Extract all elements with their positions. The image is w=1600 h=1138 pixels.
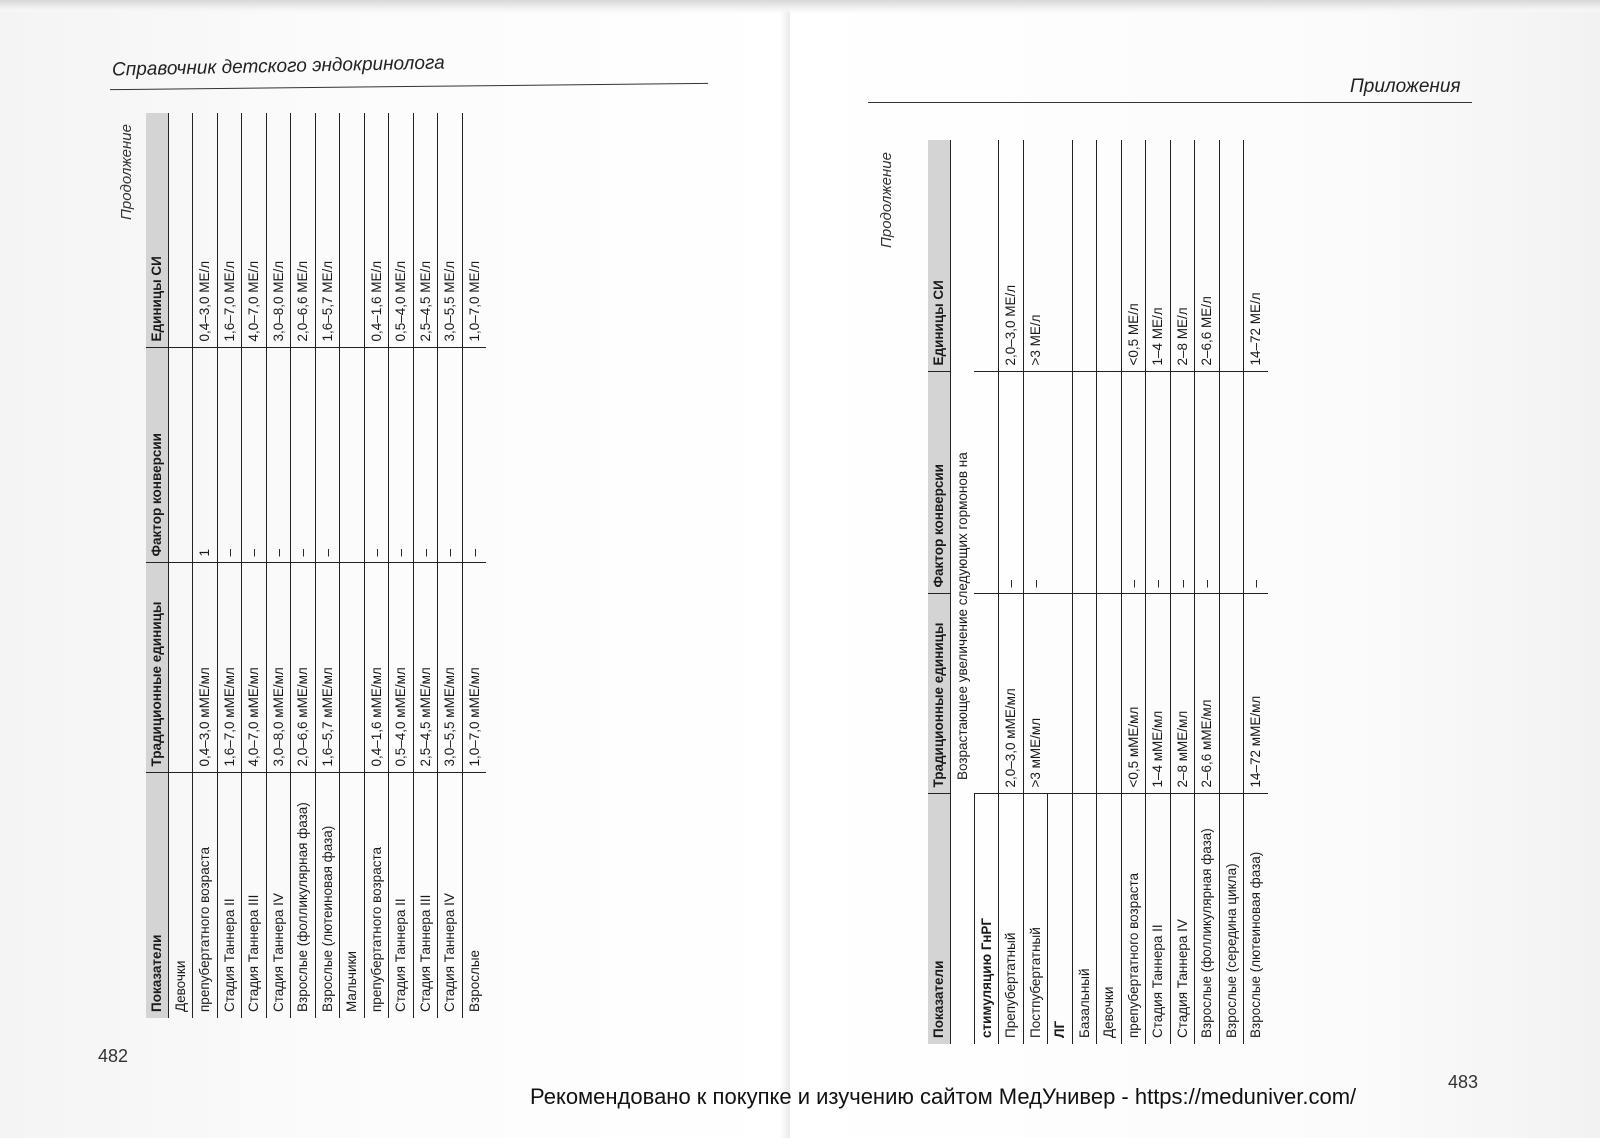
indicator-cell: Взрослые (фолликулярная фаза) bbox=[291, 773, 316, 1018]
table-note: Возрастающее увеличение следующих гормонов на bbox=[954, 452, 970, 780]
si-units-cell: >3 МЕ/л bbox=[1023, 140, 1048, 372]
traditional-units-cell: 0,4–1,6 мМЕ/мл bbox=[364, 563, 389, 773]
si-units-cell: 2–6,6 МЕ/л bbox=[1195, 140, 1220, 372]
table-row bbox=[1146, 140, 1171, 1044]
indicator-cell: ЛГ bbox=[1048, 794, 1073, 1044]
si-units-cell: 1,6–5,7 МЕ/л bbox=[315, 113, 340, 348]
left-table-body bbox=[168, 113, 486, 1018]
conversion-factor-cell bbox=[974, 372, 999, 594]
indicator-cell: препубертатного возраста bbox=[193, 773, 218, 1018]
table-row bbox=[315, 113, 340, 1018]
indicator-cell: Взрослые (фолликулярная фаза) bbox=[1195, 794, 1220, 1044]
traditional-units-cell bbox=[1219, 594, 1244, 794]
traditional-units-cell bbox=[1097, 594, 1122, 794]
table-row bbox=[193, 113, 218, 1018]
table-row bbox=[438, 113, 463, 1018]
conversion-factor-cell: – bbox=[462, 348, 486, 563]
traditional-units-cell bbox=[340, 563, 365, 773]
indicator-cell: Стадия Таннера III bbox=[242, 773, 267, 1018]
header-indicator: Показатели bbox=[146, 773, 168, 1018]
si-units-cell: 3,0–8,0 МЕ/л bbox=[266, 113, 291, 348]
conversion-factor-cell bbox=[340, 348, 365, 563]
right-reference-table bbox=[928, 140, 1268, 1044]
indicator-cell: Взрослые (середина цикла) bbox=[1219, 794, 1244, 1044]
indicator-cell: Стадия Таннера IV bbox=[266, 773, 291, 1018]
table-row bbox=[1023, 140, 1048, 1044]
traditional-units-cell: <0,5 мМЕ/мл bbox=[1121, 594, 1146, 794]
si-units-cell: 4,0–7,0 МЕ/л bbox=[242, 113, 267, 348]
right-header-rule bbox=[868, 102, 1472, 103]
table-row bbox=[1097, 140, 1122, 1044]
table-row bbox=[999, 140, 1024, 1044]
indicator-cell: Взрослые bbox=[462, 773, 486, 1018]
traditional-units-cell bbox=[1072, 594, 1097, 794]
conversion-factor-cell bbox=[1219, 372, 1244, 594]
si-units-cell: 2,0–3,0 МЕ/л bbox=[999, 140, 1024, 372]
conversion-factor-cell bbox=[1048, 372, 1073, 594]
table-row bbox=[1048, 140, 1073, 1044]
conversion-factor-cell: – bbox=[315, 348, 340, 563]
right-table-header-row bbox=[928, 140, 950, 1044]
table-row bbox=[364, 113, 389, 1018]
left-table-header-row bbox=[146, 113, 168, 1018]
traditional-units-cell: 1,6–5,7 мМЕ/мл bbox=[315, 563, 340, 773]
header-conversion-factor: Фактор конверсии bbox=[146, 348, 168, 563]
table-row bbox=[462, 113, 486, 1018]
table-row bbox=[242, 113, 267, 1018]
conversion-factor-cell bbox=[168, 348, 193, 563]
conversion-factor-cell bbox=[1072, 372, 1097, 594]
indicator-cell: Стадия Таннера II bbox=[217, 773, 242, 1018]
left-reference-table bbox=[146, 113, 486, 1018]
table-cell bbox=[950, 794, 974, 1044]
right-table-wrap bbox=[928, 140, 1268, 1044]
table-row bbox=[1170, 140, 1195, 1044]
table-row bbox=[1195, 140, 1220, 1044]
traditional-units-cell: 1,0–7,0 мМЕ/мл bbox=[462, 563, 486, 773]
conversion-factor-cell: – bbox=[364, 348, 389, 563]
table-row bbox=[974, 140, 999, 1044]
traditional-units-cell: 14–72 мМЕ/мл bbox=[1244, 594, 1268, 794]
indicator-cell: Постпубертатный bbox=[1023, 794, 1048, 1044]
table-row bbox=[291, 113, 316, 1018]
traditional-units-cell: 1,6–7,0 мМЕ/мл bbox=[217, 563, 242, 773]
table-row bbox=[1219, 140, 1244, 1044]
traditional-units-cell: 4,0–7,0 мМЕ/мл bbox=[242, 563, 267, 773]
conversion-factor-cell: – bbox=[413, 348, 438, 563]
table-row bbox=[1072, 140, 1097, 1044]
conversion-factor-cell: – bbox=[438, 348, 463, 563]
conversion-factor-cell: – bbox=[1121, 372, 1146, 594]
header-traditional-units: Традиционные единицы bbox=[146, 563, 168, 773]
traditional-units-cell: 3,0–8,0 мМЕ/мл bbox=[266, 563, 291, 773]
conversion-factor-cell: – bbox=[217, 348, 242, 563]
indicator-cell: Стадия Таннера IV bbox=[438, 773, 463, 1018]
table-row bbox=[1121, 140, 1146, 1044]
header-si-units: Единицы СИ bbox=[146, 113, 168, 348]
si-units-cell: 2–8 МЕ/л bbox=[1170, 140, 1195, 372]
table-row bbox=[950, 140, 974, 1044]
si-units-cell: 14–72 МЕ/л bbox=[1244, 140, 1268, 372]
traditional-units-cell bbox=[168, 563, 193, 773]
si-units-cell bbox=[1048, 140, 1073, 372]
right-running-head: Приложения bbox=[1350, 76, 1461, 97]
si-units-cell: 1–4 МЕ/л bbox=[1146, 140, 1171, 372]
indicator-cell: Девочки bbox=[168, 773, 193, 1018]
traditional-units-cell: 0,4–3,0 мМЕ/мл bbox=[193, 563, 218, 773]
traditional-units-cell bbox=[974, 594, 999, 794]
indicator-cell: препубертатного возраста bbox=[1121, 794, 1146, 1044]
si-units-cell: 2,0–6,6 МЕ/л bbox=[291, 113, 316, 348]
traditional-units-cell: 1–4 мМЕ/мл bbox=[1146, 594, 1171, 794]
conversion-factor-cell: – bbox=[1195, 372, 1220, 594]
si-units-cell bbox=[168, 113, 193, 348]
header-indicator: Показатели bbox=[928, 794, 950, 1044]
conversion-factor-cell: 1 bbox=[193, 348, 218, 563]
conversion-factor-cell: – bbox=[1023, 372, 1048, 594]
si-units-cell: 0,5–4,0 МЕ/л bbox=[389, 113, 414, 348]
header-traditional-units: Традиционные единицы bbox=[928, 594, 950, 794]
conversion-factor-cell: – bbox=[266, 348, 291, 563]
conversion-factor-cell: – bbox=[1244, 372, 1268, 594]
indicator-cell: Стадия Таннера IV bbox=[1170, 794, 1195, 1044]
left-page bbox=[0, 0, 790, 1138]
header-conversion-factor: Фактор конверсии bbox=[928, 372, 950, 594]
si-units-cell: <0,5 МЕ/л bbox=[1121, 140, 1146, 372]
si-units-cell bbox=[1097, 140, 1122, 372]
conversion-factor-cell: – bbox=[1170, 372, 1195, 594]
indicator-cell: Стадия Таннера III bbox=[413, 773, 438, 1018]
left-header-rule bbox=[110, 83, 708, 90]
si-units-cell bbox=[974, 140, 999, 372]
table-row bbox=[168, 113, 193, 1018]
traditional-units-cell: 2–8 мМЕ/мл bbox=[1170, 594, 1195, 794]
indicator-cell: препубертатного возраста bbox=[364, 773, 389, 1018]
indicator-cell: Мальчики bbox=[340, 773, 365, 1018]
si-units-cell bbox=[340, 113, 365, 348]
si-units-cell: 1,6–7,0 МЕ/л bbox=[217, 113, 242, 348]
conversion-factor-cell bbox=[1097, 372, 1122, 594]
top-page-shadow bbox=[0, 0, 1600, 14]
left-page-number: 482 bbox=[98, 1046, 129, 1066]
table-row bbox=[413, 113, 438, 1018]
table-row bbox=[1244, 140, 1268, 1044]
left-table-wrap bbox=[146, 113, 486, 1018]
table-row bbox=[340, 113, 365, 1018]
indicator-cell: Взрослые (лютеиновая фаза) bbox=[1244, 794, 1268, 1044]
indicator-cell: Стадия Таннера II bbox=[1146, 794, 1171, 1044]
traditional-units-cell: 0,5–4,0 мМЕ/мл bbox=[389, 563, 414, 773]
right-continue-label: Продолжение bbox=[878, 152, 895, 248]
conversion-factor-cell: – bbox=[1146, 372, 1171, 594]
traditional-units-cell: 3,0–5,5 мМЕ/мл bbox=[438, 563, 463, 773]
left-continue-label: Продолжение bbox=[118, 124, 135, 220]
traditional-units-cell: >3 мМЕ/мл bbox=[1023, 594, 1048, 794]
conversion-factor-cell: – bbox=[389, 348, 414, 563]
traditional-units-cell: 2,0–3,0 мМЕ/мл bbox=[999, 594, 1024, 794]
conversion-factor-cell: – bbox=[999, 372, 1024, 594]
table-row bbox=[266, 113, 291, 1018]
conversion-factor-cell: – bbox=[291, 348, 316, 563]
table-row bbox=[217, 113, 242, 1018]
si-units-cell: 1,0–7,0 МЕ/л bbox=[462, 113, 486, 348]
traditional-units-cell: 2,5–4,5 мМЕ/мл bbox=[413, 563, 438, 773]
si-units-cell: 0,4–3,0 МЕ/л bbox=[193, 113, 218, 348]
table-row bbox=[389, 113, 414, 1018]
si-units-cell bbox=[1219, 140, 1244, 372]
traditional-units-cell: 2–6,6 мМЕ/мл bbox=[1195, 594, 1220, 794]
right-table-body bbox=[950, 140, 1268, 1044]
si-units-cell bbox=[1072, 140, 1097, 372]
indicator-cell: Девочки bbox=[1097, 794, 1122, 1044]
indicator-cell: Стадия Таннера II bbox=[389, 773, 414, 1018]
indicator-cell: Базальный bbox=[1072, 794, 1097, 1044]
si-units-cell: 0,4–1,6 МЕ/л bbox=[364, 113, 389, 348]
indicator-cell: стимуляцию ГнРГ bbox=[974, 794, 999, 1044]
si-units-cell: 2,5–4,5 МЕ/л bbox=[413, 113, 438, 348]
left-running-head: Справочник детского эндокринолога bbox=[111, 52, 445, 81]
traditional-units-cell bbox=[1048, 594, 1073, 794]
conversion-factor-cell: – bbox=[242, 348, 267, 563]
header-si-units: Единицы СИ bbox=[928, 140, 950, 372]
right-page-number: 483 bbox=[1448, 1072, 1479, 1092]
indicator-cell: Препубертатный bbox=[999, 794, 1024, 1044]
footer-banner: Рекомендовано к покупке и изучению сайтом МедУнивер - https://meduniver.com/ bbox=[530, 1084, 1357, 1109]
traditional-units-cell: 2,0–6,6 мМЕ/мл bbox=[291, 563, 316, 773]
right-page bbox=[790, 0, 1600, 1138]
si-units-cell: 3,0–5,5 МЕ/л bbox=[438, 113, 463, 348]
indicator-cell: Взрослые (лютеиновая фаза) bbox=[315, 773, 340, 1018]
